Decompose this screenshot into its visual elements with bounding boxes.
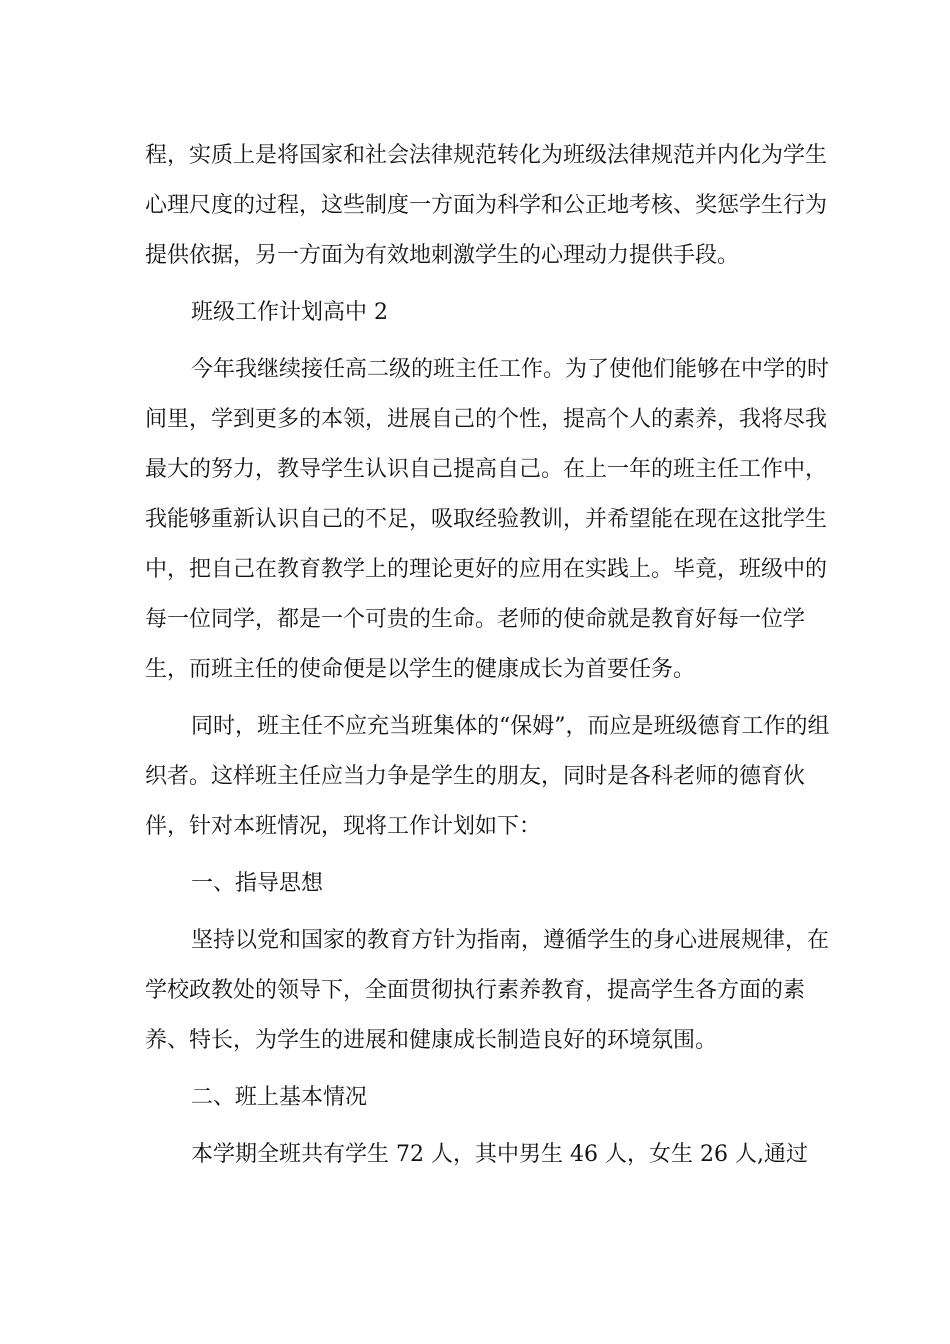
paragraph-role: 同时，班主任不应充当班集体的“保姆”，而应是班级德育工作的组织者。这样班主任应当力争是学生的朋友，同时是各科老师的德育伙伴，针对本班情况，现将工作计划如下： xyxy=(145,714,830,839)
section-title: 班级工作计划高中 2 xyxy=(191,300,388,325)
heading-guiding-thought: 一、指导思想 xyxy=(191,871,324,896)
document-body xyxy=(145,131,845,1180)
paragraph-guiding-thought: 坚持以党和国家的教育方针为指南，遵循学生的身心进展规律，在学校政教处的领导下，全面贯彻执行素养教育，提高学生各方面的素养、特长，为学生的进展和健康成长制造良好的环境氛围。 xyxy=(145,928,830,1053)
paragraph-intro: 今年我继续接任高二级的班主任工作。为了使他们能够在中学的时间里，学到更多的本领，进展自己的个性，提高个人的素养，我将尽我最大的努力，教导学生认识自己提高自己。在上一年的班主任工作中，我能够重新认识自己的不足，吸取经验教训，并希望能在现在这批学生中，把自己在教育教学上的理论更好的应用在实践上。毕竟，班级中的每一位同学，都是一个可贵的生命。老师的使命就是教育好每一位学生，而班主任的使命便是以学生的健康成长为首要任务。 xyxy=(145,357,830,682)
paragraph-continuation: 程，实质上是将国家和社会法律规范转化为班级法律规范并内化为学生心理尺度的过程，这些制度一方面为科学和公正地考核、奖惩学生行为提供依据，另一方面为有效地刺激学生的心理动力提供手段。 xyxy=(145,143,828,268)
paragraph-class-situation: 本学期全班共有学生 72 人，其中男生 46 人，女生 26 人,通过 xyxy=(191,1142,808,1167)
heading-class-situation: 二、班上基本情况 xyxy=(191,1085,368,1110)
